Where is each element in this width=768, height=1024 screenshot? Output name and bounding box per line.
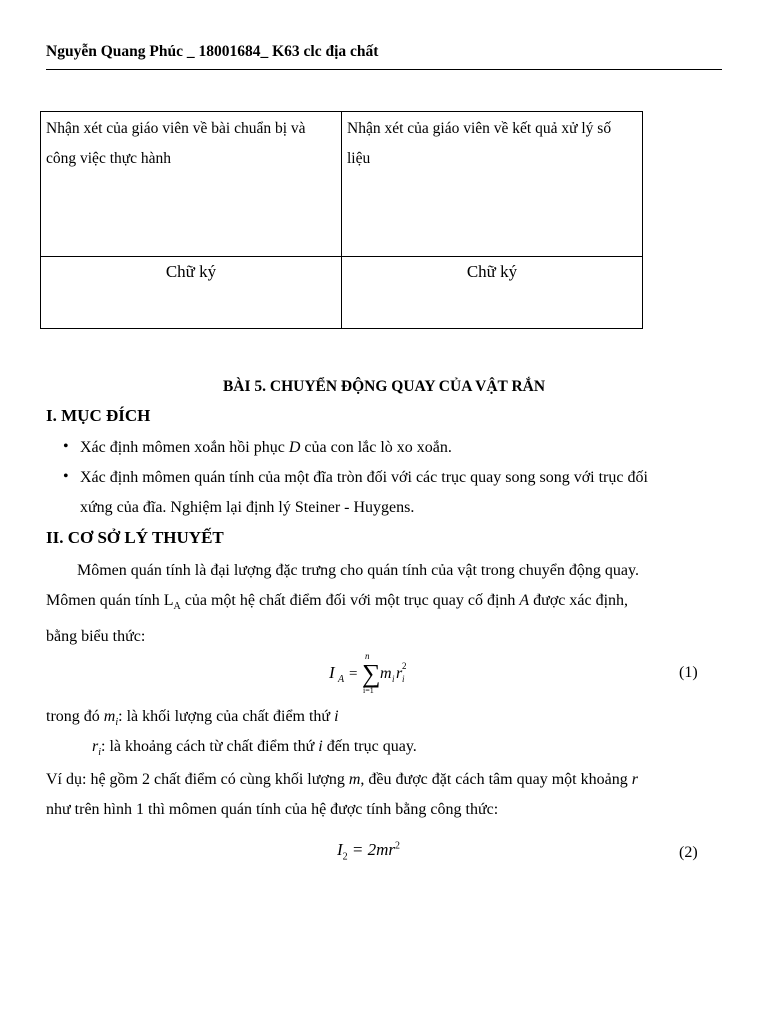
bullet-marker: • [63,438,69,455]
bullet-marker: • [63,468,69,485]
signature-left-cell: Chữ ký [41,257,342,329]
equation-1-number: (1) [679,664,698,681]
svg-text:A: A [338,674,345,685]
svg-text:i=1: i=1 [363,686,374,695]
result-comment-cell: Nhận xét của giáo viên về kết quả xử lý số liệu [342,112,643,257]
svg-text:I: I [329,663,335,682]
svg-text:2: 2 [402,661,407,671]
signature-right-cell: Chữ ký [342,257,643,329]
bullet-item-1: Xác định mômen xoắn hồi phục D của con lắc lò xo xoắn. [80,439,452,456]
lesson-title: BÀI 5. CHUYỂN ĐỘNG QUAY CỦA VẬT RẮN [222,378,546,395]
equation-1-formula [327,652,417,696]
svg-text:n: n [365,652,370,661]
page-header: Nguyễn Quang Phúc _ 18001684_ K63 clc địa chất [46,43,379,60]
equation-1 [327,652,417,701]
definition-mi: trong đó $m_i$: là khối lượng của chất điểm thứ i [46,708,339,729]
example-paragraph: Ví dụ: hệ gồm 2 chất điểm có cùng khối lượng m, đều được đặt cách tâm quay một khoảng r như trên hình 1 thì mômen quán tính của hệ được tính bằng công thức: [46,771,638,818]
equation-2-number: (2) [679,844,698,861]
svg-text:∑: ∑ [362,659,381,688]
svg-text:i: i [392,674,395,684]
teacher-evaluation-table [40,111,643,329]
svg-text:m: m [380,665,392,682]
section-heading-purpose: I. MỤC ĐÍCH [46,406,151,425]
preparation-comment-cell: Nhận xét của giáo viên về bài chuẩn bị và công việc thực hành [41,112,342,257]
header-rule [46,69,722,70]
equation-2: $I_2 = 2mr^2$ [337,840,401,863]
svg-text:i: i [402,674,405,684]
definition-ri: $r_i$: là khoảng cách từ chất điểm thứ i đến trục quay. [92,738,417,759]
section-heading-theory: II. CƠ SỞ LÝ THUYẾT [46,528,224,547]
bullet-item-2: Xác định mômen quán tính của một đĩa tròn đối với các trục quay song song với trục đối xứng của đĩa. Nghiệm lại định lý Steiner - Huygens. [80,469,648,516]
theory-paragraph: Mômen quán tính là đại lượng đặc trưng cho quán tính của vật trong chuyển động quay. Mômen quán tính $L_A$ của một hệ chất điểm đối với một trục quay cố định A được xác định, bằng biểu thức: [46,562,639,646]
svg-text:=: = [349,666,358,682]
svg-text:r: r [396,665,403,682]
